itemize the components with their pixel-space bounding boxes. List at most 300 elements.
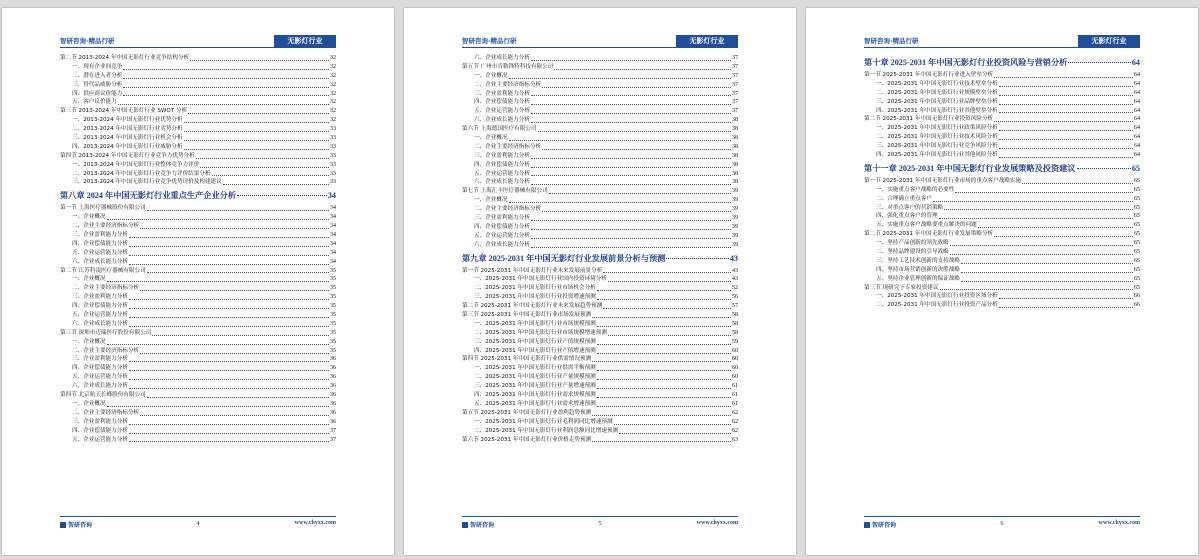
- page-header: [60, 33, 336, 51]
- toc-entry-page: 32: [330, 117, 336, 124]
- toc-dot-leader: [592, 361, 731, 362]
- toc-item-entry[interactable]: [864, 80, 1140, 89]
- toc-dot-leader: [152, 335, 329, 336]
- toc-entry-page: 36: [330, 374, 336, 381]
- toc-entry-page: 62: [732, 418, 738, 425]
- toc-item-entry[interactable]: [462, 373, 738, 382]
- toc-dot-leader: [994, 77, 1133, 78]
- toc-item-entry[interactable]: [462, 196, 738, 205]
- toc-entry-title: 一、2025-2031 年中国无影灯行业政策风险分析: [876, 125, 998, 132]
- toc-dot-leader: [619, 433, 731, 434]
- toc-entry-page: 60: [732, 356, 738, 363]
- toc-entry-title: 五、企业运营能力分析: [72, 249, 128, 256]
- toc-entry-page: 33: [330, 126, 336, 133]
- toc-item-entry[interactable]: [462, 338, 738, 347]
- toc-entry-title: 一、2025-2031 年中国无影灯行业国内投资环境分析: [474, 276, 607, 283]
- toc-entry-title: 第二节 江苏科凌医疗器械有限公司: [60, 267, 146, 274]
- toc-item-entry[interactable]: [60, 293, 336, 302]
- toc-item-entry[interactable]: [462, 223, 738, 232]
- toc-item-entry[interactable]: [864, 292, 1140, 301]
- toc-dot-leader: [603, 308, 731, 309]
- toc-entry-page: 34: [330, 249, 336, 256]
- toc-entry-title: 第十一章 2025-2031 年中国无影灯行业发展策略及投资建议: [864, 163, 1076, 173]
- toc-entry-title: 一、企业概况: [474, 72, 508, 79]
- toc-section-entry[interactable]: [462, 356, 738, 365]
- toc-entry-page: 56: [732, 294, 738, 301]
- toc-entry-page: 38: [732, 170, 738, 177]
- toc-entry-page: 65: [1134, 186, 1140, 193]
- toc-item-entry[interactable]: [60, 134, 336, 143]
- header-brand: 智研咨询·精品行研: [462, 37, 517, 45]
- toc-section-entry[interactable]: [60, 329, 336, 338]
- toc-entry-title: 二、2025-2031 年中国无影灯行业产量规模预测: [474, 374, 596, 381]
- toc-item-entry[interactable]: [462, 98, 738, 107]
- toc-item-entry[interactable]: [60, 382, 336, 391]
- toc-dot-leader: [531, 238, 731, 239]
- toc-entry-title: 第四节 北京航天长峰股份有限公司: [60, 392, 146, 399]
- toc-entry-page: 38: [732, 161, 738, 168]
- toc-item-entry[interactable]: [462, 232, 738, 241]
- toc-entry-page: 37: [732, 90, 738, 97]
- toc-entry-page: 65: [1134, 231, 1140, 238]
- toc-entry-title: 一、2025-2031 年中国无影灯行业毛利润同比增速预测: [474, 418, 613, 425]
- toc-entry-page: 36: [330, 418, 336, 425]
- toc-entry-title: 二、企业主要经济指标分析: [72, 223, 140, 230]
- toc-dot-leader: [999, 139, 1133, 140]
- toc-item-entry[interactable]: [462, 418, 738, 427]
- toc-entry-page: 33: [330, 179, 336, 186]
- toc-dot-leader: [237, 195, 327, 196]
- toc-entry-page: 43: [732, 267, 738, 274]
- toc-entry-page: 63: [732, 436, 738, 443]
- toc-item-entry[interactable]: [462, 293, 738, 302]
- toc-entry-page: 65: [1134, 257, 1140, 264]
- toc-section-entry[interactable]: [864, 115, 1140, 124]
- toc-item-entry[interactable]: [60, 338, 336, 347]
- toc-entry-page: 34: [330, 258, 336, 265]
- toc-dot-leader: [554, 69, 731, 70]
- toc-dot-leader: [129, 255, 329, 256]
- toc-entry-page: 61: [732, 392, 738, 399]
- toc-item-entry[interactable]: [462, 205, 738, 214]
- toc-entry-page: 33: [330, 135, 336, 141]
- toc-entry-title: 一、2025-2031 年中国无影灯行业供需平衡预测: [474, 365, 596, 372]
- toc-item-entry[interactable]: [864, 107, 1140, 116]
- toc-dot-leader: [531, 247, 731, 248]
- toc-section-entry[interactable]: [864, 71, 1140, 80]
- toc-item-entry[interactable]: [60, 249, 336, 258]
- toc-entry-title: 三、2025-2031 年中国无影灯行业投资增速预测: [474, 294, 596, 301]
- toc-entry-page: 38: [732, 143, 738, 150]
- toc-entry-page: 65: [1134, 204, 1140, 211]
- toc-entry-title: 六、企业成长能力分析: [474, 54, 530, 61]
- toc-entry-title: 第七节 上海汇丰医疗器械有限公司: [462, 188, 548, 195]
- toc-entry-page: 35: [330, 320, 336, 327]
- toc-item-entry[interactable]: [462, 347, 738, 356]
- toc-entry-title: 五、企业运营能力分析: [72, 374, 128, 381]
- toc-item-entry[interactable]: [60, 302, 336, 311]
- toc-item-entry[interactable]: [864, 212, 1140, 221]
- toc-item-entry[interactable]: [60, 320, 336, 329]
- toc-item-entry[interactable]: [462, 81, 738, 90]
- toc-dot-leader: [955, 192, 1133, 193]
- toc-item-entry[interactable]: [60, 364, 336, 373]
- toc-section-entry[interactable]: [60, 204, 336, 213]
- toc-dot-leader: [1077, 168, 1131, 169]
- footer-url[interactable]: www.chyxx.com: [696, 520, 738, 526]
- toc-item-entry[interactable]: [60, 81, 336, 90]
- toc-entry-title: 二、坚持品牌建设的引导战略: [876, 249, 949, 256]
- toc-entry-page: 57: [732, 303, 738, 310]
- page-header: [864, 33, 1140, 51]
- toc-item-entry[interactable]: [60, 63, 336, 72]
- toc-item-entry[interactable]: [462, 320, 738, 329]
- toc-section-entry[interactable]: [60, 267, 336, 276]
- toc-item-entry[interactable]: [60, 311, 336, 320]
- toc-dot-leader: [129, 424, 329, 425]
- page-number: 4: [196, 520, 200, 527]
- toc-dot-leader: [531, 60, 731, 61]
- toc-item-entry[interactable]: [462, 178, 738, 187]
- toc-entry-title: 五、企业运营能力分析: [72, 312, 128, 319]
- toc-section-entry[interactable]: [60, 54, 336, 63]
- toc-item-entry[interactable]: [462, 170, 738, 179]
- toc-item-entry[interactable]: [864, 239, 1140, 248]
- toc-section-entry[interactable]: [462, 63, 738, 72]
- toc-dot-leader: [944, 209, 1133, 210]
- toc-entry-title: 第十章 2025-2031 年中国无影灯行业投资风险与营销分析: [864, 58, 1068, 67]
- toc-item-entry[interactable]: [462, 284, 738, 293]
- toc-entry-title: 三、对重点客户的营销策略: [876, 204, 944, 211]
- toc-entry-title: 二、企业主要经济指标分析: [72, 409, 140, 416]
- toc-dot-leader: [542, 87, 731, 88]
- toc-entry-title: 五、客户议价能力: [72, 99, 117, 106]
- toc-dot-leader: [939, 218, 1133, 219]
- footer-url[interactable]: www.chyxx.com: [1098, 520, 1140, 526]
- toc-entry-title: 四、供应商议价能力: [72, 90, 123, 97]
- toc-entry-title: 六、企业成长能力分析: [474, 117, 530, 124]
- toc-item-entry[interactable]: [462, 143, 738, 152]
- footer-url[interactable]: www.chyxx.com: [294, 520, 336, 526]
- toc-item-entry[interactable]: [60, 284, 336, 293]
- toc-item-entry[interactable]: [60, 409, 336, 418]
- toc-item-entry[interactable]: [462, 134, 738, 143]
- toc-chapter-entry[interactable]: [60, 187, 336, 204]
- toc-entry-title: 四、企业偿债能力分析: [474, 161, 530, 168]
- toc-item-entry[interactable]: [60, 373, 336, 382]
- toc-dot-leader: [531, 175, 731, 176]
- toc-item-entry[interactable]: [864, 195, 1140, 204]
- toc-entry-title: 五、2025-2031 年中国无影灯行业需求增速预测: [474, 400, 596, 407]
- toc-item-entry[interactable]: [462, 329, 738, 338]
- toc-dot-leader: [950, 245, 1133, 246]
- toc-dot-leader: [123, 95, 329, 96]
- toc-section-entry[interactable]: [462, 436, 738, 445]
- toc-section-entry[interactable]: [864, 177, 1140, 186]
- toc-section-entry[interactable]: [60, 391, 336, 400]
- toc-entry-page: 61: [732, 383, 738, 390]
- toc-entry-page: 39: [732, 241, 738, 248]
- toc-entry-title: 第六节 上海德国医疗有限公司: [462, 126, 537, 133]
- toc-entry-title: 三、坚持工艺技术创新的支持战略: [876, 257, 960, 264]
- toc-dot-leader: [129, 308, 329, 309]
- toc-entry-title: 第二节 2025-2031 年中国无影灯行业投资风险分析: [864, 116, 994, 123]
- toc-dot-leader: [1068, 62, 1130, 63]
- toc-dot-leader: [509, 202, 731, 203]
- toc-entry-title: 一、企业概况: [474, 197, 508, 204]
- toc-item-entry[interactable]: [462, 391, 738, 400]
- toc-dot-leader: [994, 236, 1133, 237]
- toc-item-entry[interactable]: [60, 178, 336, 187]
- toc-entry-page: 38: [732, 135, 738, 141]
- toc-entry-title: 三、替代品威胁分析: [72, 81, 123, 88]
- toc-entry-page: 35: [330, 312, 336, 319]
- toc-entry-title: 二、2025-2031 年中国无影灯行业市场规模增速预测: [474, 329, 607, 336]
- toc-section-entry[interactable]: [462, 302, 738, 311]
- toc-entry-title: 四、企业偿债能力分析: [72, 240, 128, 247]
- toc-entry-title: 第八章 2024 年中国无影灯行业重点生产企业分析: [60, 191, 237, 201]
- toc-entry-title: 六、企业成长能力分析: [72, 258, 128, 265]
- toc-section-entry[interactable]: [462, 267, 738, 276]
- toc-entry-page: 64: [1131, 58, 1140, 67]
- toc-entry-page: 36: [330, 400, 336, 407]
- toc-dot-leader: [597, 397, 731, 398]
- toc-entry-title: 四、2025-2031 年中国无影灯行业其他壁垒分析: [876, 107, 998, 114]
- toc-entry-page: 39: [732, 188, 738, 195]
- toc-section-entry[interactable]: [60, 107, 336, 116]
- toc-item-entry[interactable]: [864, 266, 1140, 275]
- toc-item-entry[interactable]: [60, 258, 336, 267]
- toc-entry-page: 37: [330, 427, 336, 434]
- toc-item-entry[interactable]: [864, 257, 1140, 266]
- toc-entry-page: 32: [330, 72, 336, 79]
- toc-entry-page: 60: [732, 365, 738, 372]
- toc-dot-leader: [597, 406, 731, 407]
- toc-item-entry[interactable]: [462, 107, 738, 116]
- toc-section-entry[interactable]: [462, 311, 738, 320]
- footer-logo-text: 智研咨询: [68, 522, 93, 529]
- toc-item-entry[interactable]: [462, 152, 738, 161]
- toc-entry-page: 34: [330, 240, 336, 247]
- toc-item-entry[interactable]: [60, 170, 336, 179]
- toc-item-entry[interactable]: [60, 427, 336, 436]
- toc-entry-page: 36: [330, 392, 336, 399]
- header-rule: [864, 47, 1140, 48]
- header-tag: 无影灯行业: [676, 35, 738, 47]
- toc-entry-page: 65: [1134, 213, 1140, 220]
- toc-entry-page: 35: [330, 329, 336, 336]
- toc-dot-leader: [188, 113, 329, 114]
- toc-dot-leader: [961, 281, 1133, 282]
- toc-dot-leader: [147, 272, 329, 273]
- footer-logo-text: 智研咨询: [872, 522, 897, 529]
- toc-dot-leader: [999, 148, 1133, 149]
- toc-dot-leader: [223, 184, 329, 185]
- toc-item-entry[interactable]: [60, 231, 336, 240]
- toc-entry-title: 二、企业主要经济指标分析: [72, 285, 140, 292]
- toc-dot-leader: [107, 344, 329, 345]
- footer-logo-text: 智研咨询: [470, 522, 495, 529]
- toc-item-entry[interactable]: [60, 347, 336, 356]
- toc-entry-title: 二、企业主要经济指标分析: [474, 206, 542, 213]
- toc-entry-title: 第三节 2025-2031 年中国无影灯行业市场发展预测: [462, 312, 592, 319]
- toc-item-entry[interactable]: [864, 124, 1140, 133]
- toc-item-entry[interactable]: [60, 90, 336, 99]
- toc-entry-page: 37: [732, 108, 738, 115]
- toc-entry-title: 第三节 2013-2024 年中国无影灯行业 SWOT 分析: [60, 108, 188, 115]
- toc-entry-title: 二、2013-2024 年中国无影灯行业劣势分析: [72, 126, 183, 133]
- toc-section-entry[interactable]: [462, 409, 738, 418]
- toc-section-entry[interactable]: [60, 152, 336, 161]
- toc-item-entry[interactable]: [462, 241, 738, 250]
- toc-entry-title: 三、2025-2031 年中国无影灯行业产值规模预测: [474, 338, 596, 345]
- toc-entry-title: 五、企业运营能力分析: [474, 108, 530, 115]
- toc-item-entry[interactable]: [462, 72, 738, 81]
- toc-entry-title: 一、企业概况: [72, 276, 106, 283]
- toc-dot-leader: [592, 441, 731, 442]
- toc-dot-leader: [961, 263, 1133, 264]
- toc-section-entry[interactable]: [462, 187, 738, 196]
- toc-dot-leader: [200, 167, 329, 168]
- toc-entry-title: 二、企业主要经济指标分析: [474, 81, 542, 88]
- toc-item-entry[interactable]: [864, 204, 1140, 213]
- toc-entry-title: 第四节 2025-2031 年中国无影灯行业供需情况预测: [462, 356, 592, 363]
- toc-dot-leader: [531, 122, 731, 123]
- toc-entry-title: 第二节 2025-2031 年中国无影灯行业未来发展趋势预测: [462, 303, 603, 310]
- toc-entry-page: 64: [1134, 71, 1140, 78]
- toc-dot-leader: [123, 69, 329, 70]
- toc-item-entry[interactable]: [60, 213, 336, 222]
- toc-item-entry[interactable]: [462, 400, 738, 409]
- toc-item-entry[interactable]: [864, 248, 1140, 257]
- toc-item-entry[interactable]: [864, 301, 1140, 310]
- toc-item-entry[interactable]: [60, 240, 336, 249]
- toc-item-entry[interactable]: [864, 221, 1140, 230]
- toc-item-entry[interactable]: [60, 161, 336, 170]
- toc-entry-page: 35: [330, 285, 336, 292]
- toc-dot-leader: [999, 86, 1133, 87]
- toc-entry-title: 一、2025-2031 年中国无影灯行业投资区域分析: [876, 293, 998, 300]
- toc-entry-page: 64: [1134, 116, 1140, 123]
- toc-chapter-entry[interactable]: [864, 54, 1140, 71]
- toc-entry-page: 61: [732, 400, 738, 407]
- toc-entry-page: 37: [732, 81, 738, 88]
- toc-entry-title: 二、2025-2031 年中国无影灯行业规模壁垒分析: [876, 89, 998, 96]
- toc-item-entry[interactable]: [864, 275, 1140, 284]
- toc-entry-title: 第二节 2025-2031 年中国无影灯行业发展策略分析: [864, 231, 994, 238]
- toc-entry-page: 60: [732, 374, 738, 381]
- toc-item-entry[interactable]: [60, 116, 336, 125]
- toc-entry-title: 四、2013-2024 年中国无影灯行业威胁分析: [72, 143, 183, 150]
- toc-dot-leader: [531, 113, 731, 114]
- toc-entry-title: 一、现有企业间竞争: [72, 63, 123, 70]
- toc-dot-leader: [614, 424, 731, 425]
- toc-dot-leader: [147, 210, 329, 211]
- toc-dot-leader: [184, 131, 329, 132]
- toc-chapter-entry[interactable]: [462, 250, 738, 267]
- toc-item-entry[interactable]: [462, 161, 738, 170]
- header-brand: 智研咨询·精品行研: [60, 37, 115, 45]
- toc-dot-leader: [999, 130, 1133, 131]
- toc-entry-title: 第一节 2025-2031 年中国无影灯行业市场的重点客户战略实施: [864, 177, 1022, 184]
- toc-dot-leader: [531, 184, 731, 185]
- toc-dot-leader: [129, 264, 329, 265]
- toc-entry-title: 第二节 2013-2024 年中国无影灯行业竞争结构分析: [60, 54, 190, 61]
- toc-dot-leader: [597, 388, 731, 389]
- toc-entry-page: 32: [330, 108, 336, 115]
- toc-dot-leader: [933, 201, 1133, 202]
- toc-item-entry[interactable]: [864, 151, 1140, 160]
- toc-item-entry[interactable]: [462, 427, 738, 436]
- toc-section-entry[interactable]: [864, 230, 1140, 239]
- toc-dot-leader: [978, 227, 1133, 228]
- header-rule: [462, 47, 738, 48]
- toc-entry-page: 43: [729, 253, 738, 263]
- toc-item-entry[interactable]: [864, 133, 1140, 142]
- toc-dot-leader: [549, 193, 731, 194]
- toc-dot-leader: [597, 353, 731, 354]
- toc-item-entry[interactable]: [60, 222, 336, 231]
- toc-item-entry[interactable]: [60, 125, 336, 134]
- toc-item-entry[interactable]: [462, 54, 738, 63]
- toc-item-entry[interactable]: [462, 214, 738, 223]
- toc-entry-title: 三、企业盈利能力分析: [474, 152, 530, 159]
- toc-item-entry[interactable]: [864, 89, 1140, 98]
- toc-item-entry[interactable]: [462, 382, 738, 391]
- toc-entry-page: 35: [330, 294, 336, 301]
- toc-entry-page: 33: [330, 161, 336, 168]
- toc-chapter-entry[interactable]: [864, 160, 1140, 177]
- toc-section-entry[interactable]: [864, 284, 1140, 293]
- toc-item-entry[interactable]: [864, 98, 1140, 107]
- toc-item-entry[interactable]: [60, 418, 336, 427]
- toc-entry-title: 第五节 广州市肯勒锋特科技有限公司: [462, 63, 554, 70]
- toc-entry-page: 65: [1134, 240, 1140, 247]
- toc-item-entry[interactable]: [864, 142, 1140, 151]
- toc-entry-page: 65: [1134, 222, 1140, 229]
- toc-entry-page: 38: [732, 152, 738, 159]
- toc-item-entry[interactable]: [462, 275, 738, 284]
- toc-item-entry[interactable]: [60, 356, 336, 365]
- toc-item-entry[interactable]: [60, 436, 336, 445]
- toc-item-entry[interactable]: [60, 143, 336, 152]
- toc-dot-leader: [999, 307, 1133, 308]
- toc-item-entry[interactable]: [60, 72, 336, 81]
- toc-entry-page: 52: [732, 285, 738, 292]
- toc-entry-title: 二、2025-2031 年中国无影灯行业投资产品分析: [876, 302, 998, 309]
- toc-dot-leader: [950, 254, 1133, 255]
- toc-item-entry[interactable]: [462, 364, 738, 373]
- toc-section-entry[interactable]: [462, 125, 738, 134]
- toc-dot-leader: [184, 149, 329, 150]
- toc-item-entry[interactable]: [462, 90, 738, 99]
- toc-entry-page: 62: [732, 409, 738, 416]
- toc-item-entry[interactable]: [60, 400, 336, 409]
- toc-entry-title: 第一节 2025-2031 年中国无影灯行业未来发展前景分析: [462, 267, 603, 274]
- toc-entry-title: 第三节 深圳市迈瑞医疗股份有限公司: [60, 329, 152, 336]
- toc-entry-page: 34: [330, 205, 336, 212]
- toc-dot-leader: [129, 433, 329, 434]
- toc-item-entry[interactable]: [462, 116, 738, 125]
- toc-dot-leader: [107, 281, 329, 282]
- toc-dot-leader: [129, 361, 329, 362]
- toc-entry-page: 65: [1131, 163, 1140, 173]
- toc-item-entry[interactable]: [60, 275, 336, 284]
- toc-dot-leader: [140, 353, 329, 354]
- toc-item-entry[interactable]: [60, 98, 336, 107]
- toc-dot-leader: [129, 370, 329, 371]
- toc-item-entry[interactable]: [864, 186, 1140, 195]
